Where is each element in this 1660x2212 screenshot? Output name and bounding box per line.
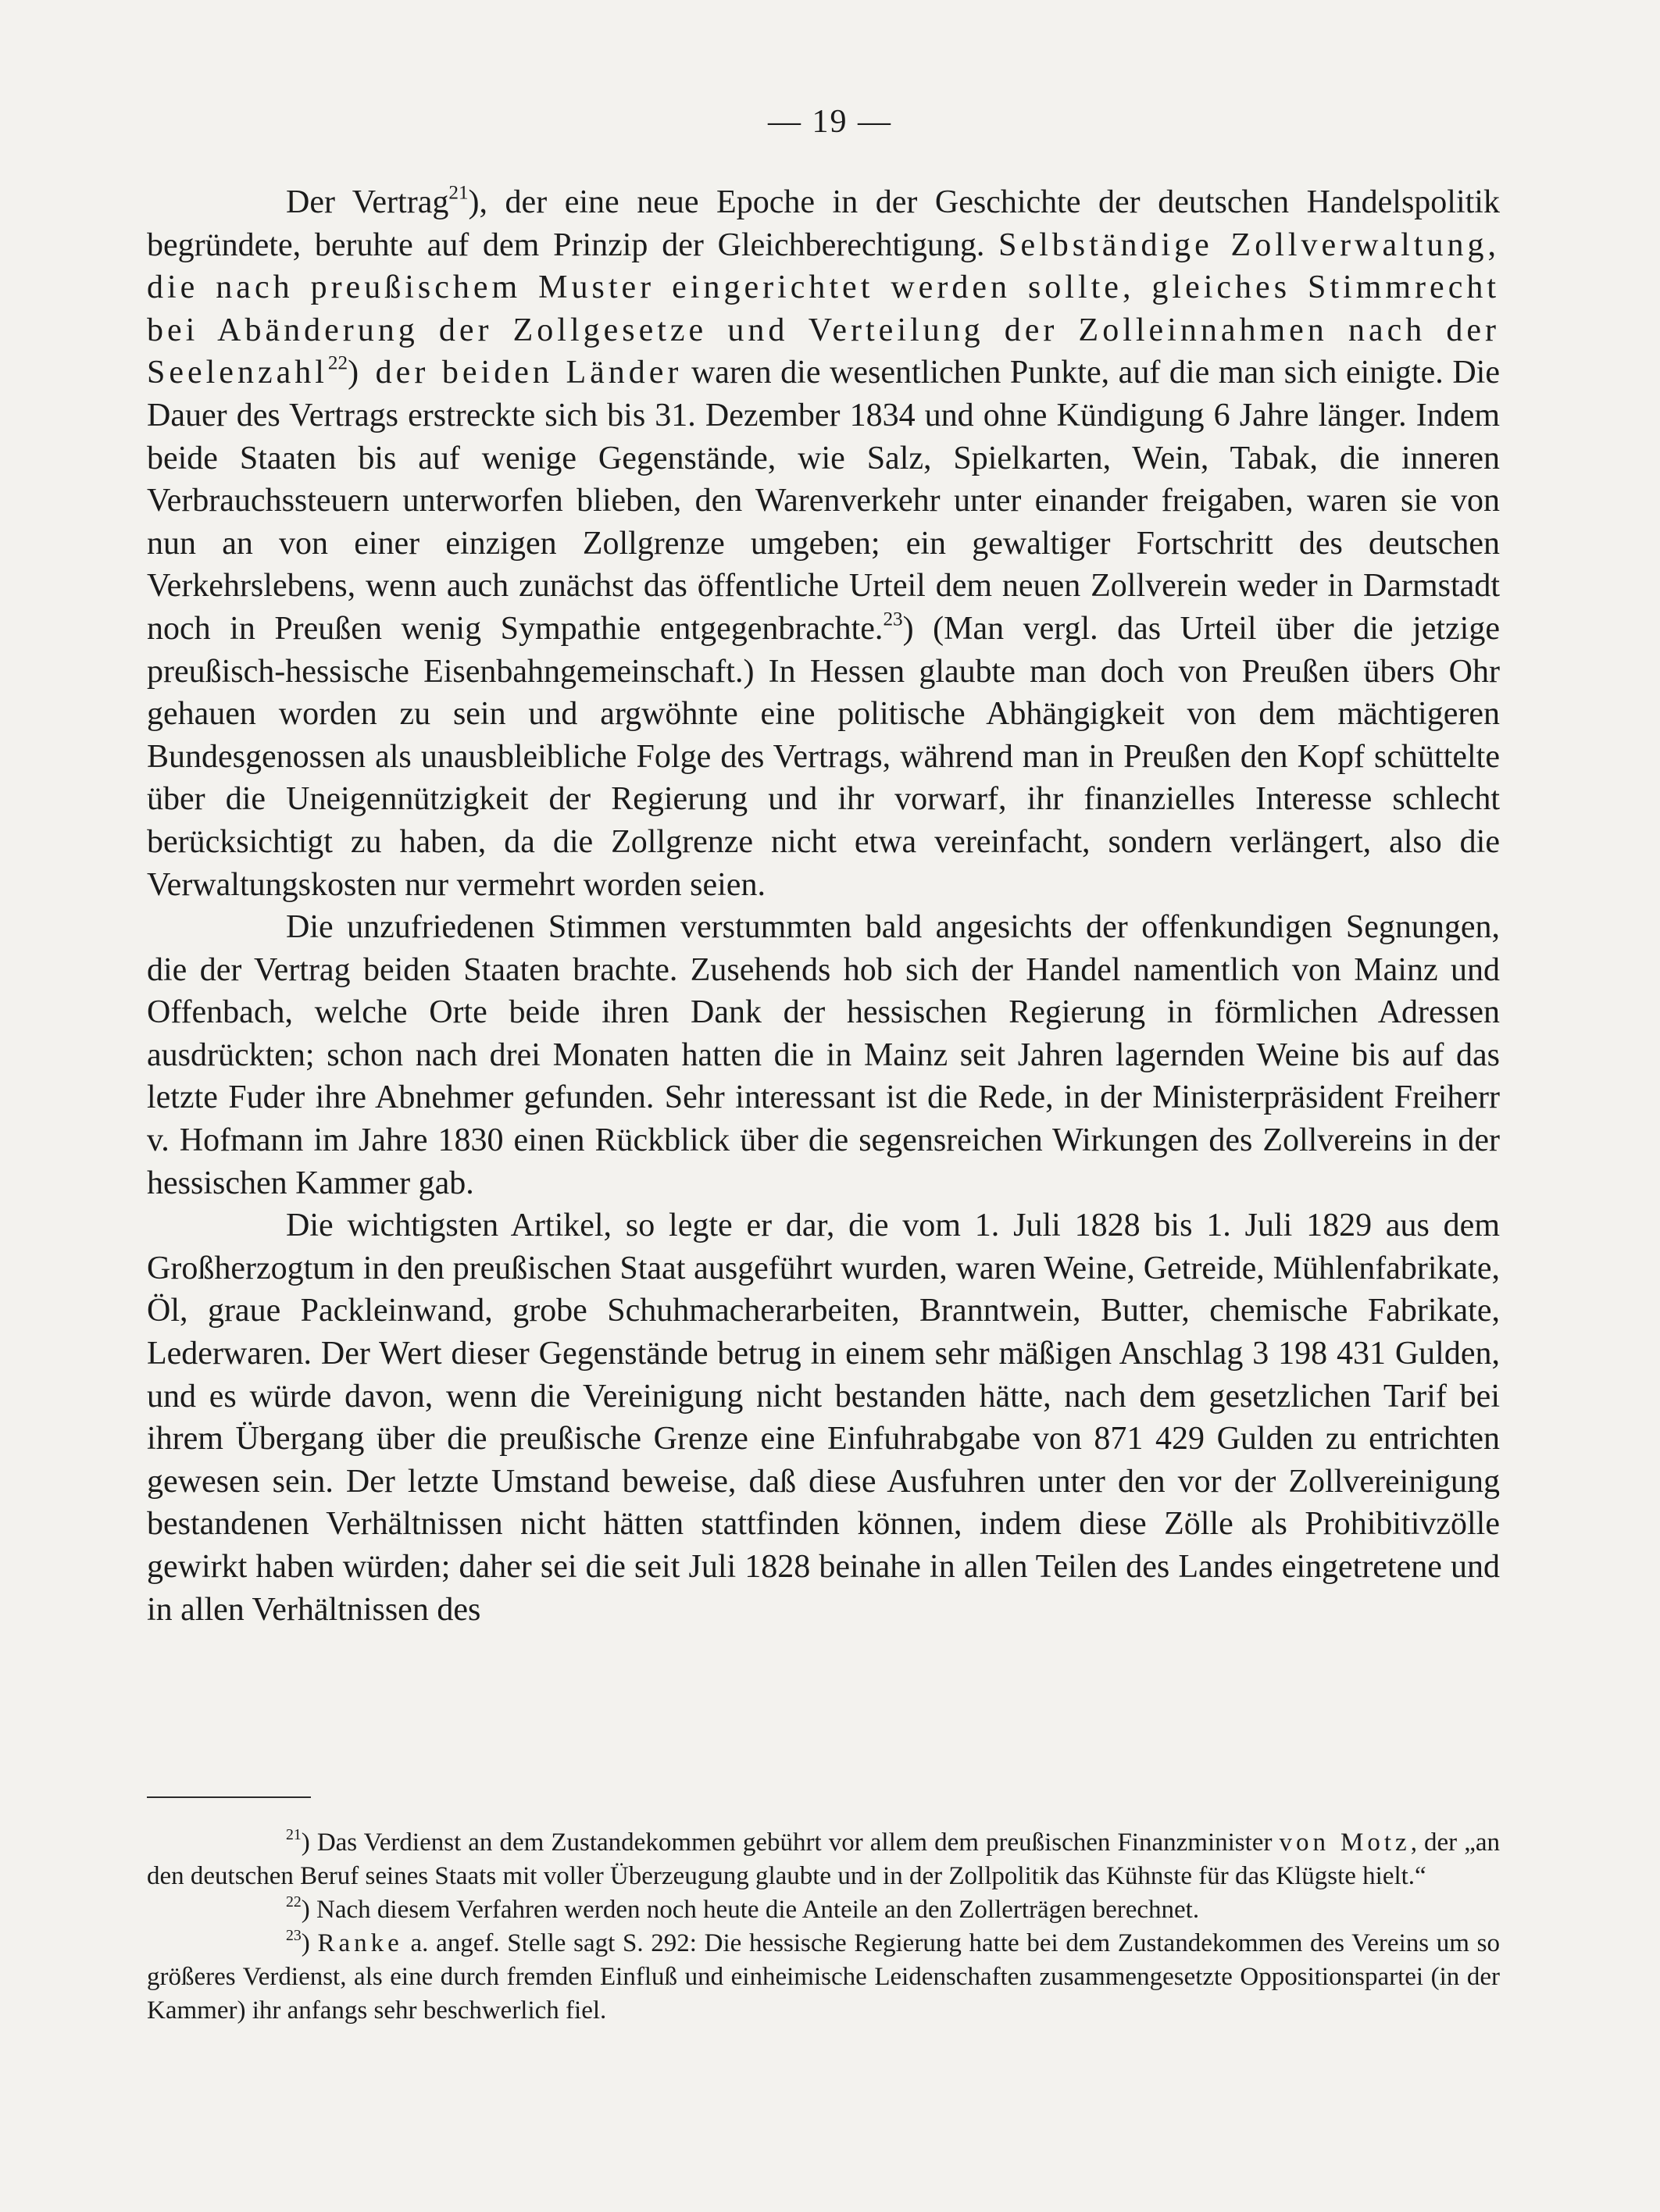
footnote-23 [147, 1927, 1500, 2028]
footnote-21-name: von Motz [1279, 1828, 1411, 1857]
page-number: — 19 — [768, 104, 892, 140]
footnote-ref-21[interactable]: 21 [448, 182, 469, 204]
paragraph-1 [147, 181, 1500, 906]
paragraph-1-spaced-text-a: Selbständige Zollverwaltung, die nach preußischem Muster eingerichtet werden sollte, gleiches Stimmrecht bei Abänderung der Zollgesetze und Verteilung der Zolleinnahmen nach der Seelenzahl [147, 227, 1500, 391]
footnote-22-text: ) Nach diesem Verfahren werden noch heute die Anteile an den Zollerträgen berechnet. [301, 1896, 1200, 1924]
main-text [147, 181, 1500, 1631]
paragraph-3: Die wichtigsten Artikel, so legte er dar, die vom 1. Juli 1828 bis 1. Juli 1829 aus dem Großherzogtum in den preußischen Staat ausgeführt wurden, waren Weine, Getreide, Mühlenfabrikate, Öl, graue Packleinwand, grobe Schuhmacherarbeiten, Branntwein, Butter, chemische Fabrikate, Lederwaren. Der Wert dieser Gegenstände betrug in einem sehr mäßigen Anschlag 3 198 431 Gulden, und es würde davon, wenn die Vereinigung nicht bestanden hätte, nach dem gesetzlichen Tarif bei ihrem Übergang über die preußische Grenze eine Einfuhrabgabe von 871 429 Gulden zu entrichten gewesen sein. Der letzte Umstand beweise, daß diese Ausfuhren unter den vor der Zollvereinigung bestandenen Verhältnissen nicht hätten stattfinden können, indem diese Zölle als Prohibitivzölle gewirkt haben würden; daher sei die seit Juli 1828 beinahe in allen Teilen des Landes eingetretene und in allen Verhältnissen des [147, 1208, 1500, 1628]
footnote-23-mark: 23 [286, 1927, 302, 1945]
footnote-21-text-b: , der „an den deutschen Beruf seines Staats mit voller Überzeugung glaubte und in der Zollpolitik das Kühnste für das Klügste hielt.“ [147, 1828, 1500, 1890]
footnote-21-mark: 21 [286, 1826, 302, 1844]
footnote-ref-23[interactable]: 23 [883, 608, 903, 630]
footnote-21-text-a: ) Das Verdienst an dem Zustandekommen gebührt vor allem dem preußischen Finanzminister [301, 1828, 1280, 1857]
paragraph-1-text-d: ) (Man vergl. das Urteil über die jetzige preußisch-hessische Eisenbahngemeinschaft.) In Hessen glaubte man doch von Preußen übers Ohr gehauen worden zu sein und argwöhnte eine politische Abhängigkeit von dem mächtigeren Bundesgenossen als unausbleibliche Folge des Vertrags, während man in Preußen den Kopf schüttelte über die Uneigennützigkeit der Regierung und ihr vorwarf, ihr finanzielles Interesse schlecht berücksichtigt zu haben, da die Zollgrenze nicht etwa vereinfacht, sondern verlängert, also die Verwaltungskosten nur vermehrt worden seien. [147, 610, 1500, 903]
footnote-22-mark: 22 [286, 1893, 302, 1911]
footnote-divider [147, 1796, 311, 1798]
footnote-21 [147, 1826, 1500, 1893]
footnote-23-text-a: ) [301, 1929, 318, 1957]
paragraph-1-spaced-text-b: ) der beiden Länder [348, 355, 683, 391]
footnote-23-name: Ranke [317, 1929, 403, 1957]
footnote-22 [147, 1893, 1500, 1927]
footnote-ref-22[interactable]: 22 [327, 352, 348, 374]
paragraph-1-text-a: Der Vertrag [286, 184, 449, 220]
paragraph-2: Die unzufriedenen Stimmen verstummten bald angesichts der offenkundigen Segnungen, die der Vertrag beiden Staaten brachte. Zusehends hob sich der Handel namentlich von Mainz und Offenbach, welche Orte beide ihren Dank der hessischen Regierung in förmlichen Adressen ausdrückten; schon nach drei Monaten hatten die in Mainz seit Jahren lagernden Weine bis auf das letzte Fuder ihre Abnehmer gefunden. Sehr interessant ist die Rede, in der Ministerpräsident Freiherr v. Hofmann im Jahre 1830 einen Rückblick über die segensreichen Wirkungen des Zollvereins in der hessischen Kammer gab. [147, 909, 1500, 1201]
paragraph-1-text-b: ), der eine neue Epoche in der Geschichte der deutschen Handelspolitik begründete, beruhte auf dem Prinzip der Gleichberechtigung. [147, 184, 1500, 263]
footnote-23-text-b: a. angef. Stelle sagt S. 292: Die hessische Regierung hatte bei dem Zustandekommen des Vereins um so größeres Verdienst, als eine durch fremden Einfluß und einheimische Leidenschaften zusammengesetzte Oppositionspartei (in der Kammer) ihr anfangs sehr beschwerlich fiel. [147, 1929, 1500, 2025]
paragraph-1-text-c: waren die wesentlichen Punkte, auf die man sich einigte. Die Dauer des Vertrags erstreckte sich bis 31. Dezember 1834 und ohne Kündigung 6 Jahre länger. Indem beide Staaten bis auf wenige Gegenstände, wie Salz, Spielkarten, Wein, Tabak, die inneren Verbrauchssteuern unterworfen blieben, den Warenverkehr unter einander freigaben, waren sie von nun an von einer einzigen Zollgrenze umgeben; ein gewaltiger Fortschritt des deutschen Verkehrslebens, wenn auch zunächst das öffentliche Urteil dem neuen Zollverein weder in Darmstadt noch in Preußen wenig Sympathie entgegenbrachte. [147, 355, 1500, 647]
footnotes [147, 1826, 1500, 2028]
